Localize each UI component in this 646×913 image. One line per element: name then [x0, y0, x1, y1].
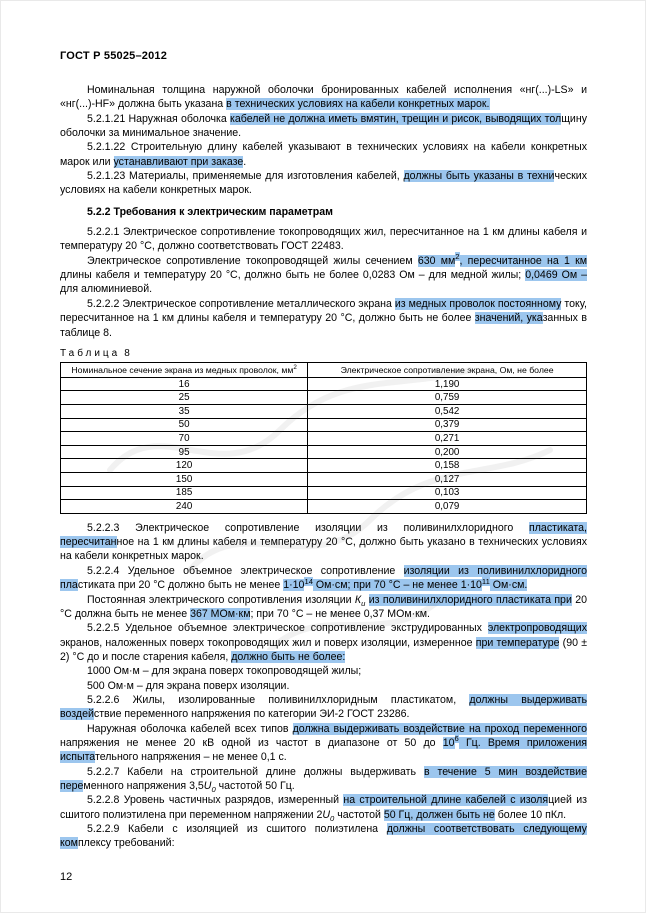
text-run: частотой 50 Гц.	[215, 779, 295, 792]
table-cell: 35	[61, 405, 308, 419]
table-row	[61, 486, 587, 500]
table-8	[60, 362, 587, 514]
text-run: частотой	[334, 808, 384, 821]
text-run: 5.2.2.6 Жилы, изолированные поливинилхлоридным пластикатом,	[87, 693, 470, 706]
highlighted-text: 2	[455, 252, 460, 262]
highlighted-text: 50 Гц, должен быть не	[383, 808, 495, 821]
highlighted-text: пластиката, пересчитан	[60, 521, 587, 549]
text-run: и	[361, 598, 366, 608]
text-run: U	[203, 779, 212, 792]
highlighted-text: , пересчитанное на 1 км	[459, 254, 588, 267]
table-cell: 70	[61, 432, 308, 446]
text-run: Электрическое сопротивление токопроводящей жилы сечением	[87, 254, 418, 267]
text-run: току, пересчитанное на 1 км длины кабеля и температуру 20 °С, должно быть не более	[60, 297, 587, 325]
table-cell: 240	[61, 500, 308, 514]
highlighted-text: из поливинилхлоридного пластиката при	[368, 593, 572, 606]
paragraph	[60, 521, 587, 564]
text-run: 5.2.2.5 Удельное объемное электрическое сопротивление экструдированных	[87, 622, 488, 635]
text-run: 5.2.2.8 Уровень частичных разрядов, измеренный	[87, 794, 344, 807]
text-run: Наружная оболочка кабелей всех типов	[87, 722, 293, 735]
text-run: 0	[330, 813, 335, 823]
highlighted-text: 10	[442, 736, 455, 749]
text-run: 2	[293, 363, 297, 371]
text-run: 5.2.1.21 Наружная оболочка	[87, 112, 230, 125]
document-header: ГОСТ Р 55025–2012	[60, 50, 168, 62]
paragraph	[60, 297, 587, 340]
text-run: менного напряжения 3,5	[83, 779, 204, 792]
text-run: 20 °С должна быть не менее	[60, 593, 588, 620]
table-row	[61, 473, 587, 487]
table-header-cell	[308, 362, 587, 377]
paragraph	[60, 593, 587, 622]
paragraph	[60, 564, 587, 593]
table-cell: 0,103	[308, 486, 587, 500]
text-run: Номинальная толщина наружной оболочки бронированных кабелей исполнения «нг(...)-LS» и «нг(...)-HF» должна быть указана	[60, 84, 587, 111]
paragraph	[60, 140, 587, 169]
paragraph	[60, 621, 587, 664]
paragraph	[60, 693, 587, 722]
text-run: (90 ± 2) °С до и после старения кабеля,	[60, 636, 588, 663]
text-run: U	[322, 808, 331, 821]
highlighted-text: должны соответствовать следующему ком	[60, 823, 587, 850]
text-run: Электрическое сопротивление экрана, Ом, не более	[340, 364, 554, 375]
highlighted-text: в течение 5 мин воздействие пере	[60, 765, 587, 792]
paragraph	[60, 83, 587, 112]
highlighted-text: 6	[454, 734, 459, 744]
table-row	[61, 418, 587, 432]
table-row	[61, 405, 587, 419]
text-run: 5.2.2.4 Удельное объемное электрическое сопротивление	[87, 564, 404, 577]
text-run: К	[354, 593, 362, 606]
text-run: занных в таблице 8.	[60, 312, 587, 339]
table-row	[61, 391, 587, 405]
table-caption-word: Таблица	[60, 347, 121, 359]
text-run: 5.2.2.1 Электрическое сопротивление токопроводящих жил, пересчитанное на 1 км длины кабеля и температуру 20 °С, должно соответствовать ГОСТ 22483.	[60, 226, 587, 253]
table-cell: 0,158	[308, 459, 587, 473]
table-cell: 0,542	[308, 405, 587, 419]
paragraph	[60, 664, 587, 678]
text-run: Постоянная электрического сопротивления изоляции	[87, 593, 355, 606]
text-run: 5.2.2.7 Кабели на строительной длине должны выдерживать	[87, 765, 424, 778]
table-row	[61, 377, 587, 391]
paragraph	[60, 822, 587, 851]
text-run: для алюминиевой.	[60, 283, 153, 296]
text-run: 0	[211, 785, 216, 795]
text-run: длины кабеля и температуру 20 °С, должно быть не более 0,0283 Ом – для медной жилы;	[60, 269, 526, 282]
paragraph	[60, 169, 587, 198]
text-run: 5.2.2 Требования к электрическим параметрам	[87, 205, 333, 218]
highlighted-text: должны быть указаны в техни	[403, 170, 555, 183]
text-run: плексу требований:	[77, 837, 175, 850]
paragraph	[60, 112, 587, 141]
table-header-row	[61, 362, 587, 377]
paragraph	[60, 254, 587, 297]
table-cell: 0,079	[308, 500, 587, 514]
table-caption-number: 8	[124, 347, 130, 359]
table-cell: 50	[61, 418, 308, 432]
table-header-cell	[61, 362, 308, 377]
text-run: стиката при 20 °С должно быть не менее	[77, 579, 284, 592]
highlighted-text: 367 МОм·км	[190, 607, 251, 620]
highlighted-text: 11	[481, 576, 490, 586]
text-run: .	[243, 155, 247, 168]
document-body	[60, 83, 587, 851]
highlighted-text: кабелей не должна иметь вмятин, трещин и рисок, выводящих тол	[229, 112, 562, 125]
highlighted-text: 0,0469 Ом –	[525, 269, 587, 282]
paragraph	[60, 765, 587, 794]
highlighted-text: Ом·см.	[489, 579, 528, 592]
highlighted-text: должна выдерживать воздействие на проход переменного	[292, 722, 587, 735]
table-row	[61, 459, 587, 473]
highlighted-text: Ом·см; при 70 °С – не менее 1·10	[312, 579, 482, 592]
text-run: 1000 Ом·м – для экрана поверх токопроводящей жилы;	[87, 665, 362, 678]
text-run: 5.2.2.2 Электрическое сопротивление металлического экрана	[87, 297, 395, 310]
highlighted-text: изоляции из поливинилхлоридного пла	[60, 564, 588, 592]
text-run: щину оболочки за минимальное значение.	[60, 112, 587, 140]
text-run: экранов, наложенных поверх токопроводящих жил и поверх изоляции, измеренное	[60, 636, 476, 649]
table-row	[61, 445, 587, 459]
text-run: цией из сшитого полиэтилена при переменном напряжении 2	[60, 794, 588, 821]
table-row	[61, 500, 587, 514]
paragraph	[60, 793, 587, 822]
table-cell: 0,379	[308, 418, 587, 432]
text-run: ствие переменного напряжения по категории ЭИ-2 ГОСТ 23286.	[93, 708, 410, 721]
text-run: ное на 1 км длины кабеля и температуру 20 °С, должно быть указано в технических условиях на кабели конкретных марок.	[60, 536, 587, 563]
text-run: 500 Ом·м – для экрана поверх изоляции.	[87, 679, 290, 692]
table-cell: 150	[61, 473, 308, 487]
table-cell: 120	[61, 459, 308, 473]
highlighted-text: электропроводящих	[487, 622, 587, 635]
highlighted-text: при температуре	[475, 636, 560, 649]
text-run: 5.2.2.9 Кабели с изоляцией из сшитого полиэтилена	[87, 823, 387, 835]
section-heading	[60, 205, 587, 219]
table-cell: 0,271	[308, 432, 587, 446]
table-cell: 0,127	[308, 473, 587, 487]
text-run: Номинальное сечение экрана из медных проволок, мм	[71, 364, 294, 375]
text-run: напряжения не менее 20 кВ одной из частот в диапазоне от 50 до	[60, 736, 443, 749]
table-row	[61, 432, 587, 446]
highlighted-text: на строительной длине кабелей с изоля	[343, 794, 549, 807]
text-run: ; при 70 °С – не менее 0,37 МОм·км.	[250, 607, 430, 620]
text-run: 5.2.2.3 Электрическое сопротивление изоляции из поливинилхлоридного	[87, 521, 530, 534]
table-cell: 25	[61, 391, 308, 405]
table-cell: 16	[61, 377, 308, 391]
table-cell: 185	[61, 486, 308, 500]
highlighted-text: должно быть не более:	[231, 650, 346, 663]
text-run: ческих условиях на кабели конкретных марок.	[60, 170, 587, 197]
highlighted-text: из медных проволок постоянному	[394, 297, 562, 310]
text-run: 5.2.1.23 Материалы, применяемые для изготовления кабелей,	[87, 170, 404, 183]
table-caption	[60, 348, 587, 359]
paragraph	[60, 679, 587, 693]
text-run: 5.2.1.22 Строительную длину кабелей указывают в технических условиях на кабели конкретных марок или	[60, 141, 587, 168]
highlighted-text: должны выдерживать воздей	[60, 693, 587, 721]
highlighted-text: устанавливают при заказе	[113, 155, 244, 168]
highlighted-text: 630 мм	[417, 254, 456, 267]
text-run: тельного напряжения – не менее 0,1 с.	[94, 751, 287, 764]
highlighted-text: Гц. Время приложения испыта	[60, 736, 587, 764]
paragraph	[60, 225, 587, 254]
text-run: более 10 пКл.	[494, 808, 567, 821]
table-cell: 0,200	[308, 445, 587, 459]
highlighted-text: 14	[304, 576, 313, 586]
table-cell: 95	[61, 445, 308, 459]
table-cell: 1,190	[308, 377, 587, 391]
page-number: 12	[60, 871, 73, 883]
highlighted-text: значений, ука	[474, 312, 543, 325]
highlighted-text: 1·10	[283, 579, 305, 592]
paragraph	[60, 722, 587, 765]
table-cell: 0,759	[308, 391, 587, 405]
highlighted-text: в технических условиях на кабели конкретных марок.	[226, 98, 490, 111]
